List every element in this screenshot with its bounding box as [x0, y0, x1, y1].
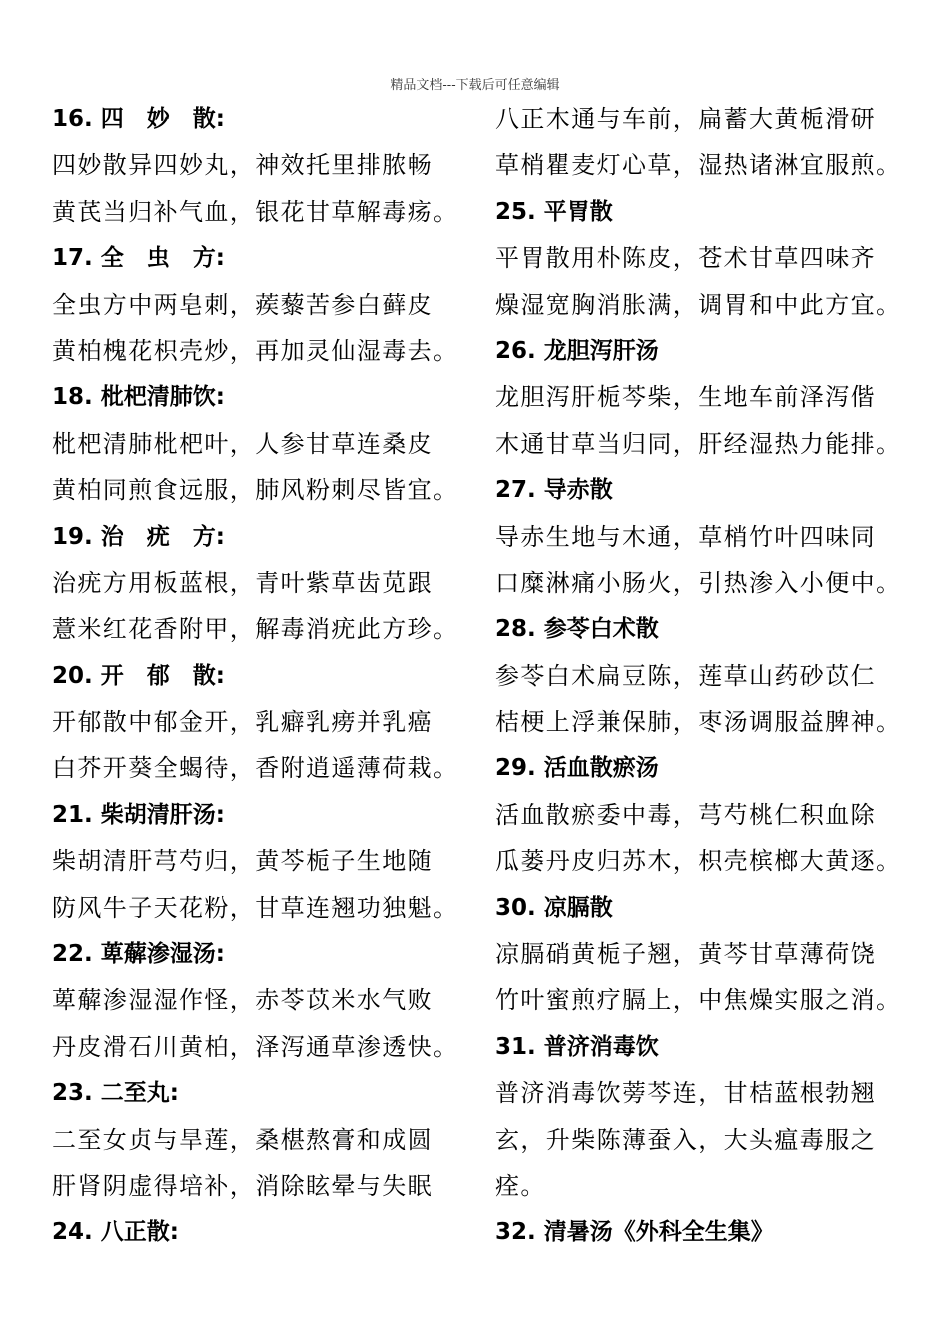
- formula-heading: 25. 平胃散: [495, 198, 613, 225]
- page-header: 精品文档---下载后可任意编辑: [390, 78, 560, 93]
- formula-verse-line: 黄柏同煎食远服，肺风粉刺尽皆宜。: [52, 476, 459, 505]
- formula-verse-line: 瓜蒌丹皮归苏木，枳壳槟榔大黄逐。: [495, 847, 902, 876]
- formula-verse-line: 口糜淋痛小肠火，引热渗入小便中。: [495, 568, 902, 597]
- formula-verse-line: 草梢瞿麦灯心草，湿热诸淋宜服煎。: [495, 151, 902, 180]
- formula-verse-line: 凉膈硝黄栀子翘，黄芩甘草薄荷饶: [495, 940, 876, 969]
- formula-verse-line: 竹叶蜜煎疗膈上，中焦燥实服之消。: [495, 986, 902, 1015]
- formula-verse-line: 二至女贞与旱莲，桑椹熬膏和成圆: [52, 1125, 433, 1154]
- formula-heading: 31. 普济消毒饮: [495, 1033, 659, 1060]
- right-column: [495, 96, 915, 1256]
- formula-verse-line: 参苓白术扁豆陈，莲草山药砂苡仁: [495, 661, 876, 690]
- formula-verse-line: 八正木通与车前，扁蓄大黄栀滑研: [495, 105, 876, 133]
- formula-verse-line: 萆薢渗湿湿作怪，赤苓苡米水气败: [52, 986, 433, 1015]
- formula-verse-line: 普济消毒饮蒡芩连，甘桔蓝根勃翘: [495, 1079, 876, 1108]
- formula-heading: 29. 活血散瘀汤: [495, 755, 659, 782]
- formula-verse-line: 龙胆泻肝栀芩柴，生地车前泽泻偕: [495, 383, 876, 412]
- formula-verse-line: 黄芪当归补气血，银花甘草解毒疡。: [52, 197, 459, 226]
- formula-heading: 22. 萆薢渗湿汤:: [52, 941, 225, 968]
- formula-verse-line: 肝肾阴虚得培补，消除眩晕与失眠: [52, 1171, 433, 1200]
- formula-verse-line: 平胃散用朴陈皮，苍术甘草四味齐: [495, 244, 876, 273]
- formula-heading: 28. 参苓白术散: [495, 616, 659, 643]
- formula-verse-line: 薏米红花香附甲，解毒消疣此方珍。: [52, 615, 459, 644]
- formula-verse-line: 四妙散异四妙丸，神效托里排脓畅: [52, 151, 433, 180]
- formula-verse-line: 全虫方中两皂刺，蒺藜苦参白藓皮: [52, 290, 433, 319]
- formula-verse-line: 痊。: [495, 1171, 546, 1200]
- formula-heading: 17. 全 虫 方:: [52, 245, 225, 272]
- formula-verse-line: 防风牛子天花粉，甘草连翘功独魁。: [52, 893, 459, 922]
- formula-heading: 23. 二至丸:: [52, 1080, 179, 1107]
- formula-verse-line: 木通甘草当归同，肝经湿热力能排。: [495, 429, 902, 458]
- formula-verse-line: 白芥开葵全蝎待，香附逍遥薄荷栽。: [52, 754, 459, 783]
- formula-verse-line: 玄，升柴陈薄蚕入，大头瘟毒服之: [495, 1125, 876, 1154]
- formula-verse-line: 桔梗上浮兼保肺，枣汤调服益脾神。: [495, 708, 902, 737]
- left-column: [52, 96, 472, 1256]
- formula-verse-line: 开郁散中郁金开，乳癖乳痨并乳癌: [52, 708, 433, 737]
- formula-verse-line: 柴胡清肝芎芍归，黄芩栀子生地随: [52, 847, 433, 876]
- formula-heading: 27. 导赤散: [495, 477, 613, 504]
- formula-heading: 18. 枇杷清肺饮:: [52, 384, 225, 411]
- formula-verse-line: 黄柏槐花枳壳炒，再加灵仙湿毒去。: [52, 336, 459, 365]
- formula-verse-line: 治疣方用板蓝根，青叶紫草齿苋跟: [52, 568, 433, 597]
- formula-verse-line: 枇杷清肺枇杷叶，人参甘草连桑皮: [52, 429, 433, 458]
- formula-heading: 16. 四 妙 散:: [52, 106, 225, 132]
- formula-heading: 26. 龙胆泻肝汤: [495, 337, 659, 364]
- formula-heading: 32. 清暑汤《外科全生集》: [495, 1219, 774, 1246]
- formula-heading: 19. 治 疣 方:: [52, 523, 225, 550]
- formula-heading: 30. 凉膈散: [495, 894, 613, 921]
- formula-verse-line: 丹皮滑石川黄柏，泽泻通草渗透快。: [52, 1032, 459, 1061]
- formula-heading: 21. 柴胡清肝汤:: [52, 801, 225, 828]
- formula-verse-line: 导赤生地与木通，草梢竹叶四味同: [495, 522, 876, 551]
- formula-verse-line: 燥湿宽胸消胀满，调胃和中此方宜。: [495, 290, 902, 319]
- formula-heading: 24. 八正散:: [52, 1219, 179, 1246]
- formula-verse-line: 活血散瘀委中毒，芎芍桃仁积血除: [495, 800, 876, 829]
- formula-heading: 20. 开 郁 散:: [52, 662, 225, 689]
